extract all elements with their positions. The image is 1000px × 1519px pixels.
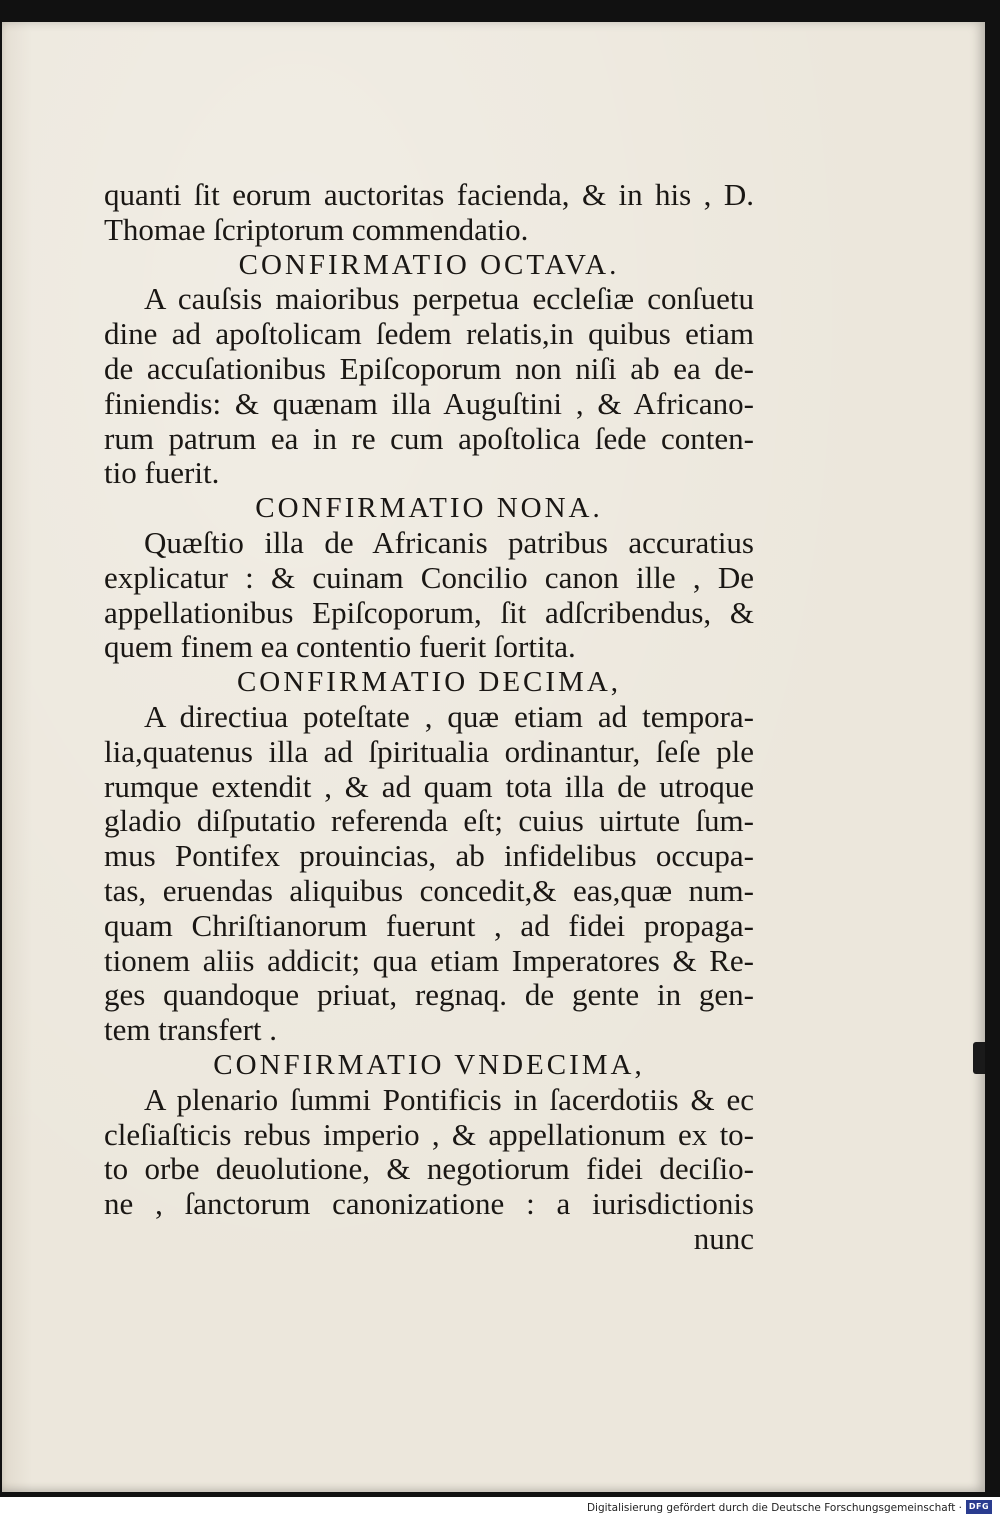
- text-line: ges quandoque priuat, regnaq. de gente in gen-: [104, 977, 754, 1013]
- section-heading: CONFIRMATIO DECIMA,: [236, 666, 622, 699]
- text-line: ne , ſanctorum canonizatione : a iurisdictionis: [104, 1186, 754, 1222]
- text-line: to orbe deuolutione, & negotiorum fidei deciſio-: [104, 1151, 754, 1187]
- catchword: nunc: [693, 1220, 754, 1256]
- text-line: finiendis: & quænam illa Auguſtini , & Africano-: [104, 385, 754, 421]
- text-line: A directiua poteſtate , quæ etiam ad tempora-: [144, 698, 754, 734]
- text-line: mus Pontifex prouincias, ab infidelibus occupa-: [104, 838, 754, 874]
- section-heading: CONFIRMATIO VNDECIMA,: [213, 1048, 645, 1081]
- text-line: quam Chriſtianorum fuerunt , ad fidei propaga-: [104, 907, 754, 943]
- text-line: lia,quatenus illa ad ſpiritualia ordinantur, ſeſe ple: [104, 733, 754, 769]
- text-line: de accuſationibus Epiſcoporum non niſi ab ea de-: [104, 350, 754, 386]
- section-heading: CONFIRMATIO OCTAVA.: [238, 248, 620, 281]
- text-line: tionem aliis addicit; qua etiam Imperatores & Re-: [104, 942, 754, 978]
- text-line: tas, eruendas aliquibus concedit,& eas,quæ num-: [104, 872, 754, 908]
- footer-bar: [0, 1497, 1000, 1519]
- text-line: quem finem ea contentio fuerit ſortita.: [104, 629, 576, 665]
- text-line: explicatur : & cuinam Concilio canon ille , De: [104, 559, 754, 595]
- text-line: rum patrum ea in re cum apoſtolica ſede conten-: [104, 420, 754, 456]
- text-line: Thomae ſcriptorum commendatio.: [104, 211, 529, 247]
- funding-notice: Digitalisierung gefördert durch die Deutsche Forschungsgemeinschaft ·: [586, 1502, 962, 1514]
- text-line: dine ad apoſtolicam ſedem relatis,in quibus etiam: [104, 316, 754, 352]
- section-heading: CONFIRMATIO NONA.: [255, 492, 603, 525]
- text-line: quanti ſit eorum auctoritas facienda, & in his , D.: [104, 177, 754, 212]
- text-line: A plenario ſummi Pontificis in ſacerdotiis & ec: [144, 1081, 754, 1117]
- page-text: [104, 178, 754, 1257]
- text-line: rumque extendit , & ad quam tota illa de utroque: [104, 768, 754, 804]
- dfg-logo-icon: DFG: [966, 1500, 992, 1514]
- text-line: tem transfert .: [104, 1012, 278, 1048]
- text-line: Quæſtio illa de Africanis patribus accuratius: [144, 524, 754, 560]
- text-line: cleſiaſticis rebus imperio , & appellationum ex to-: [104, 1116, 754, 1152]
- text-line: gladio diſputatio referenda eſt; cuius uirtute ſum-: [104, 803, 754, 839]
- text-line: appellationibus Epiſcoporum, ſit adſcribendus, &: [104, 594, 754, 630]
- page-edge-mark: [973, 1042, 985, 1074]
- text-line: tio fuerit.: [104, 455, 220, 491]
- text-line: A cauſsis maioribus perpetua eccleſiæ conſuetu: [144, 281, 754, 317]
